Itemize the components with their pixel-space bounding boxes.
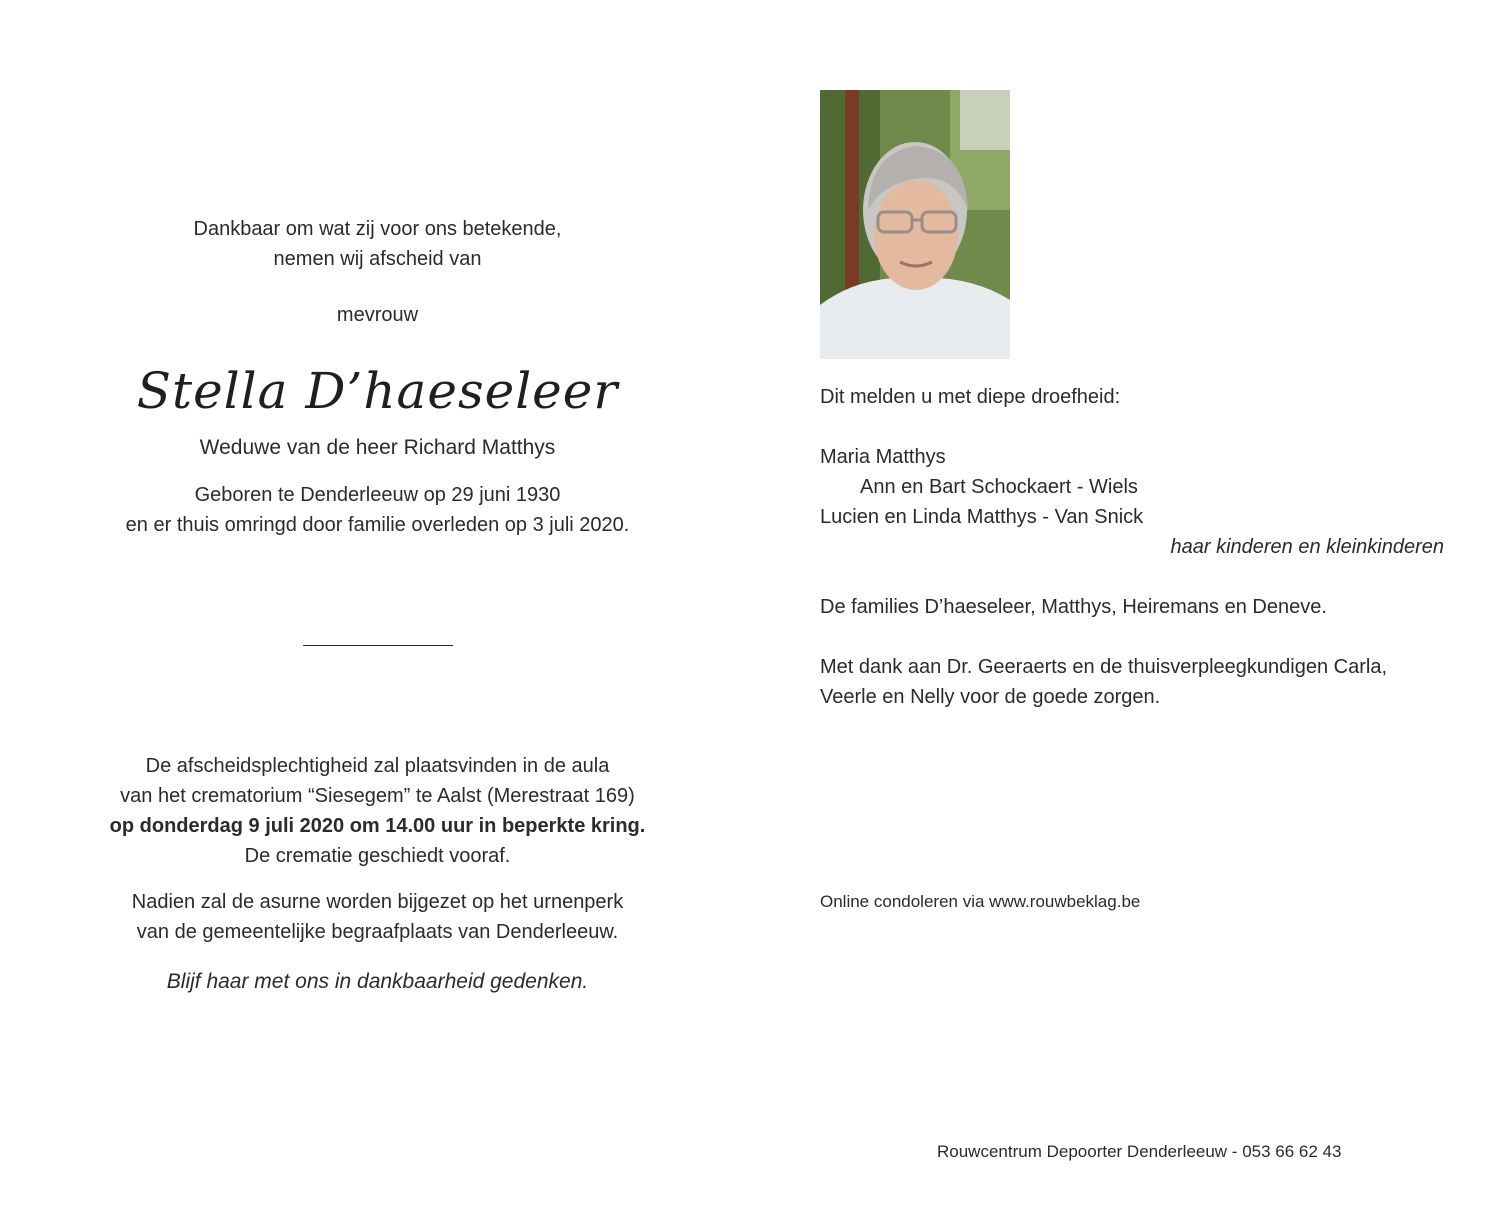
intro-line-2: nemen wij afscheid van [273, 248, 482, 270]
family-member-2: Ann en Bart Schockaert - Wiels [860, 476, 1138, 498]
honorific: mevrouw [336, 304, 419, 326]
ceremony-line-2: van het crematorium “Siesegem” te Aalst (Merestraat 169) [120, 785, 635, 807]
urn-line-1: Nadien zal de asurne worden bijgezet op het urnenperk [131, 891, 624, 913]
portrait-photo [820, 90, 1010, 359]
intro-text [100, 214, 655, 274]
ceremony-date: op donderdag 9 juli 2020 om 14.00 uur in beperkte kring. [109, 815, 646, 837]
deceased-name: Stella D’haeseleer [136, 362, 619, 420]
birth-death-text [100, 480, 655, 540]
family-member-3: Lucien en Linda Matthys - Van Snick [820, 506, 1144, 528]
extended-families: De families D’haeseleer, Matthys, Heiremans en Deneve. [820, 596, 1327, 618]
ceremony-line-4: De crematie geschiedt vooraf. [244, 845, 511, 867]
widow-of: Weduwe van de heer Richard Matthys [199, 436, 556, 459]
funeral-home-footer: Rouwcentrum Depoorter Denderleeuw - 053 66 62 43 [937, 1142, 1342, 1161]
urn-text [100, 887, 655, 947]
intro-line-1: Dankbaar om wat zij voor ons betekende, [193, 218, 562, 240]
birth-line: Geboren te Denderleeuw op 29 juni 1930 [194, 484, 561, 506]
online-condolence: Online condoleren via www.rouwbeklag.be [820, 892, 1141, 911]
family-member-1: Maria Matthys [820, 446, 946, 468]
announcement: Dit melden u met diepe droefheid: [820, 386, 1121, 408]
death-line: en er thuis omringd door familie overleden op 3 juli 2020. [125, 514, 630, 536]
thanks-text [820, 652, 1387, 712]
thanks-line-2: Veerle en Nelly voor de goede zorgen. [820, 686, 1161, 708]
ceremony-line-1: De afscheidsplechtigheid zal plaatsvinden in de aula [145, 755, 610, 777]
thanks-line-1: Met dank aan Dr. Geeraerts en de thuisverpleegkundigen Carla, [820, 656, 1388, 678]
urn-line-2: van de gemeentelijke begraafplaats van Denderleeuw. [136, 921, 619, 943]
closing-text: Blijf haar met ons in dankbaarheid gedenken. [166, 970, 589, 993]
ceremony-text [100, 751, 655, 871]
family-caption: haar kinderen en kleinkinderen [1170, 536, 1444, 558]
divider-line [303, 645, 453, 646]
